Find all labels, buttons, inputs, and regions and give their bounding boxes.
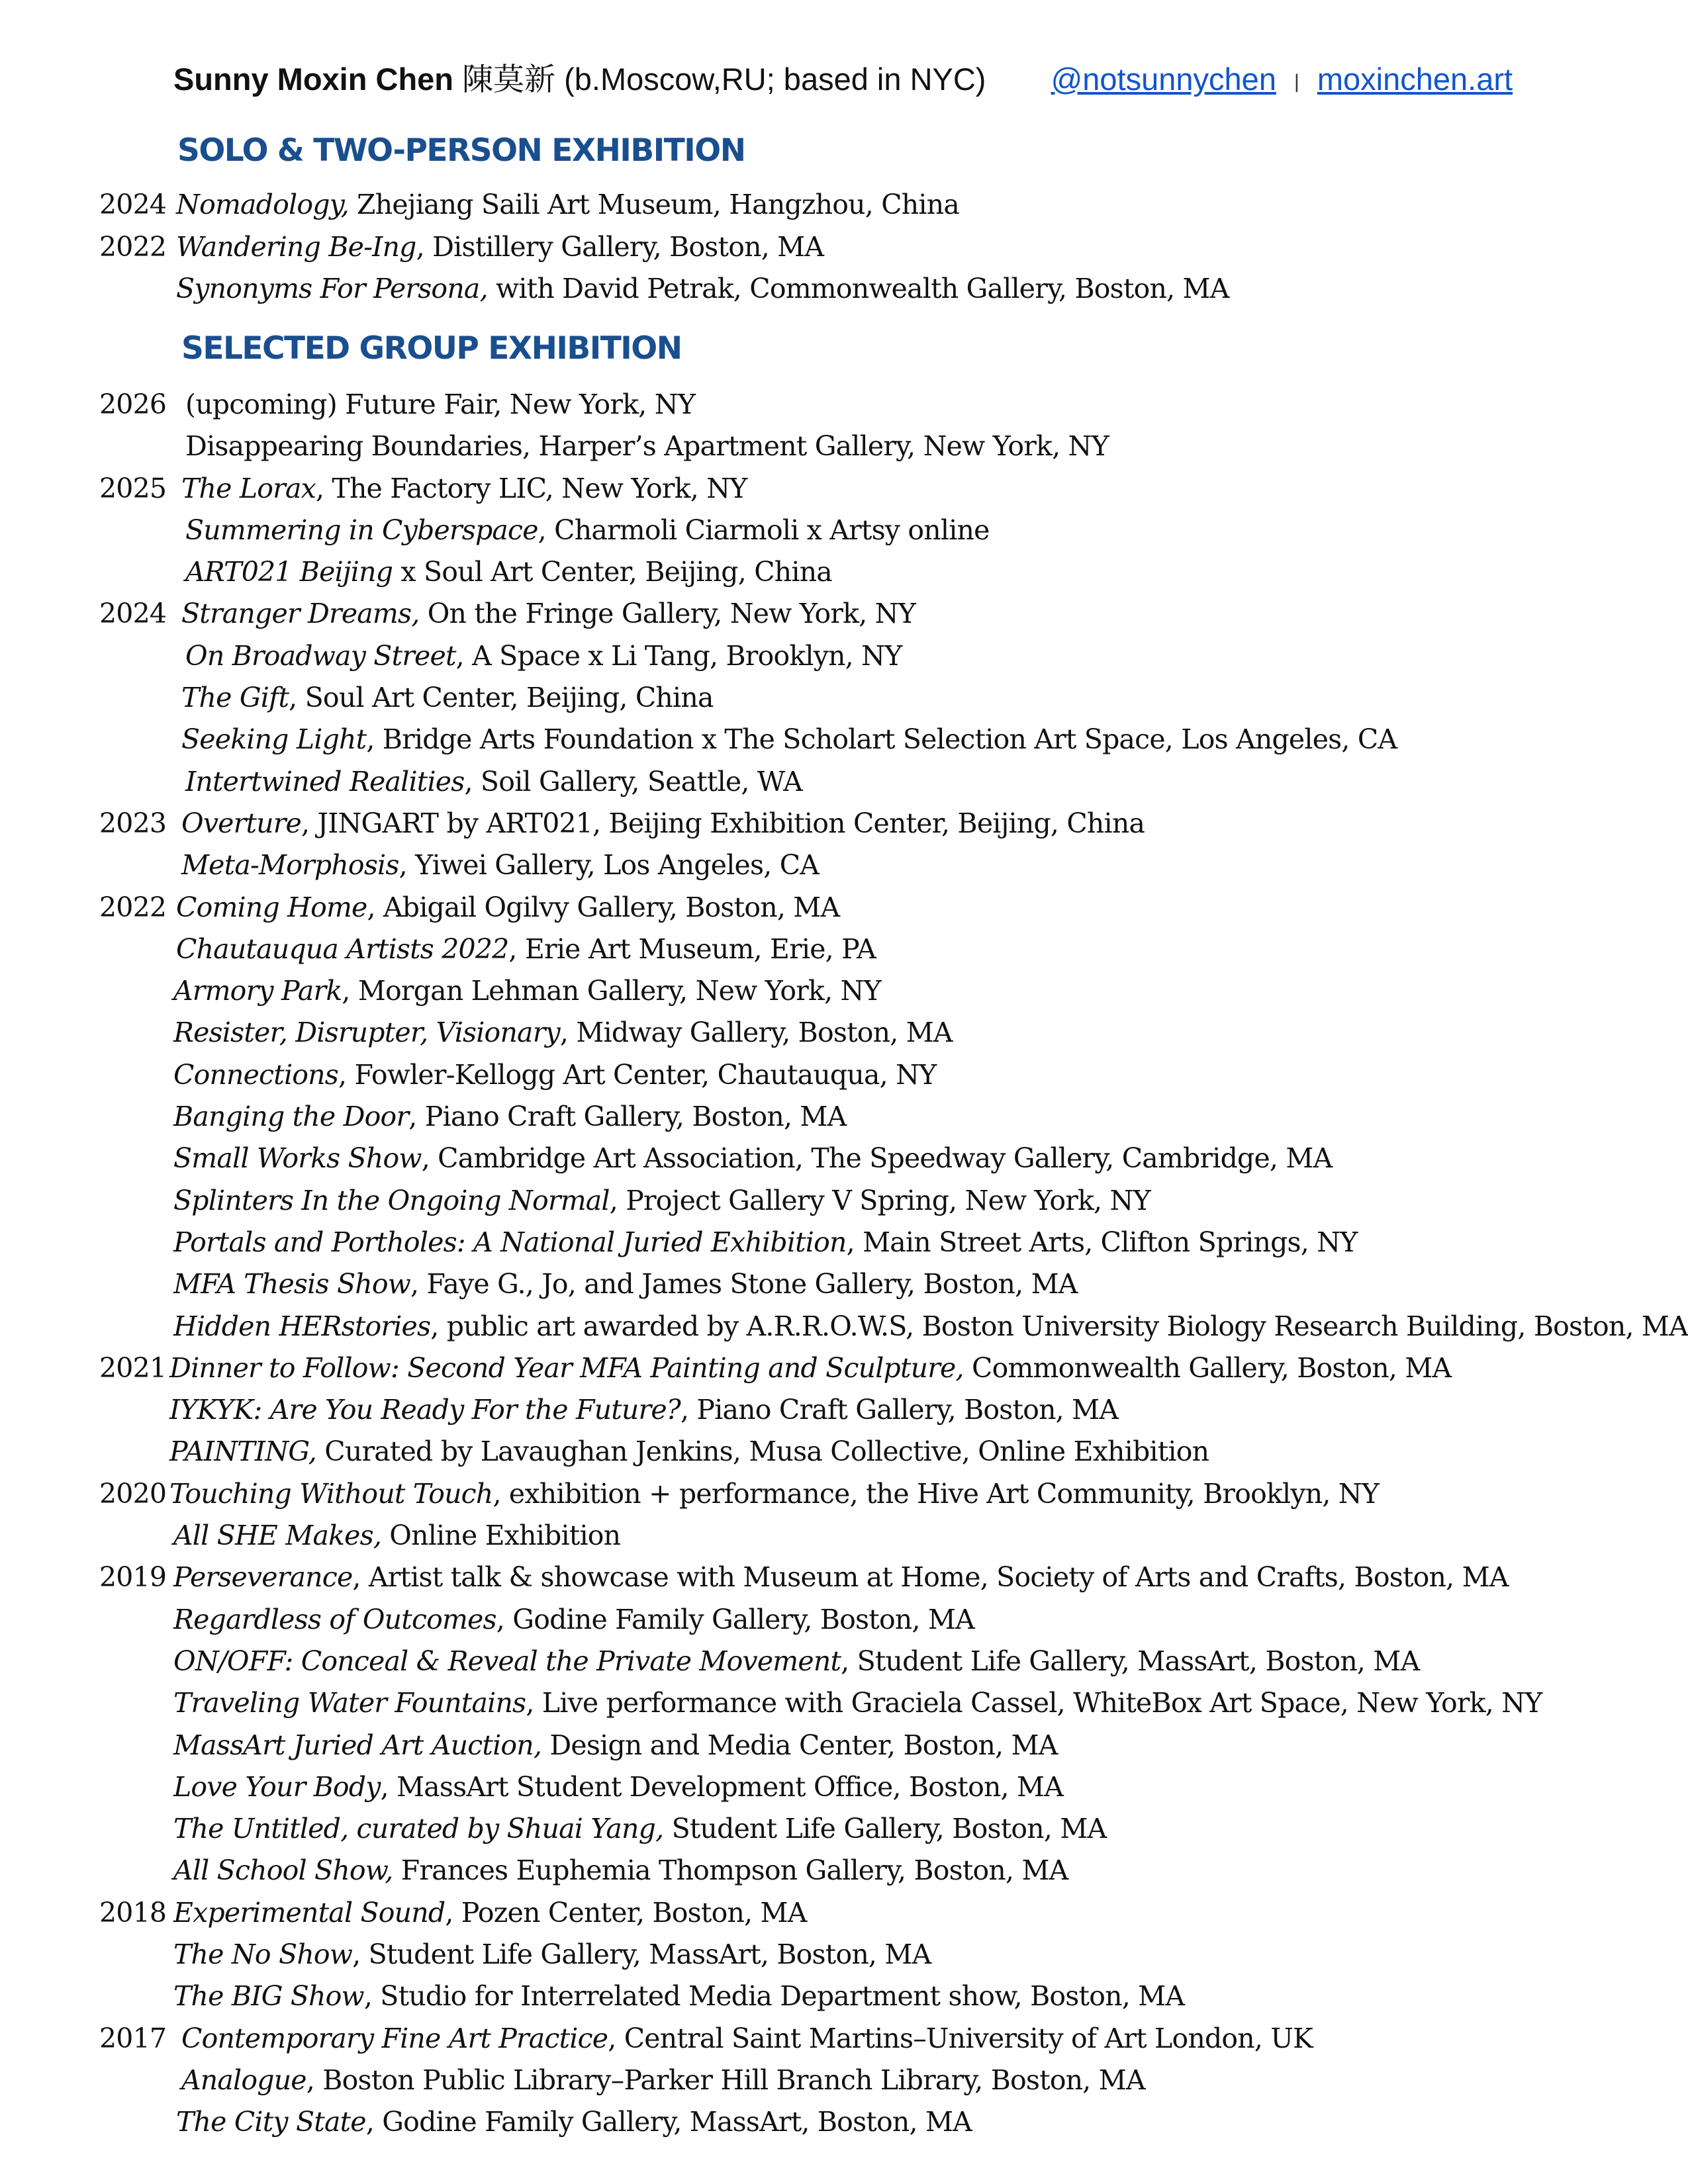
group-row bbox=[99, 1180, 1681, 1222]
year bbox=[99, 1599, 173, 1641]
group-row bbox=[99, 844, 1681, 886]
exhibition-title: On Broadway Street bbox=[185, 639, 456, 672]
exhibition-details: Commonwealth Gallery, Boston, MA bbox=[963, 1351, 1452, 1384]
website-link[interactable]: moxinchen.art bbox=[1317, 62, 1513, 97]
entry bbox=[181, 593, 915, 635]
entry bbox=[173, 1557, 1509, 1598]
exhibition-details: , Central Saint Martins–University of Art London, UK bbox=[608, 2022, 1313, 2054]
exhibition-details: Online Exhibition bbox=[381, 1520, 621, 1552]
exhibition-title: Contemporary Fine Art Practice bbox=[181, 2022, 608, 2054]
exhibition-details: , Erie Art Museum, Erie, PA bbox=[508, 933, 876, 965]
exhibition-title: MFA Thesis Show bbox=[173, 1268, 411, 1300]
entry bbox=[185, 510, 990, 551]
entry bbox=[181, 719, 1397, 760]
entry bbox=[176, 226, 823, 269]
exhibition-details: Zhejiang Saili Art Museum, Hangzhou, China bbox=[348, 189, 959, 220]
group-row bbox=[99, 1641, 1681, 1682]
exhibition-title: The No Show bbox=[173, 1938, 353, 1970]
group-row bbox=[99, 887, 1681, 929]
year: 2022 bbox=[99, 230, 167, 263]
group-row bbox=[99, 2060, 1681, 2101]
group-row bbox=[99, 1682, 1681, 1724]
exhibition-title: ART021 Beijing bbox=[185, 556, 393, 588]
group-row bbox=[99, 1054, 1681, 1096]
year: 2024 bbox=[99, 598, 167, 630]
year bbox=[99, 2060, 181, 2101]
group-section-heading: SELECTED GROUP EXHIBITION bbox=[181, 330, 682, 367]
group-row bbox=[99, 1306, 1688, 1347]
group-row bbox=[99, 677, 1681, 719]
group-exhibition-list bbox=[99, 384, 1688, 2143]
entry bbox=[181, 2060, 1145, 2101]
birth-note: (b.Moscow,RU; based in NYC) bbox=[564, 62, 986, 97]
exhibition-details: , public art awarded by A.R.R.O.W.S, Boston University Biology Research Building, Boston, MA bbox=[430, 1310, 1688, 1342]
exhibition-details: , Project Gallery V Spring, New York, NY bbox=[609, 1184, 1150, 1216]
year bbox=[99, 1306, 173, 1347]
group-row bbox=[99, 1850, 1681, 1891]
year bbox=[99, 1138, 173, 1179]
year bbox=[99, 1976, 173, 2017]
artist-name-cjk: 陳莫新 bbox=[462, 62, 556, 98]
year bbox=[99, 1431, 169, 1473]
exhibition-title: The Untitled, curated by Shuai Yang, bbox=[173, 1813, 664, 1845]
year bbox=[99, 761, 185, 803]
exhibition-title: Intertwined Realities bbox=[185, 765, 465, 797]
group-row bbox=[99, 1263, 1681, 1305]
group-row bbox=[99, 426, 1681, 467]
exhibition-details: , Main Street Arts, Clifton Springs, NY bbox=[846, 1226, 1358, 1258]
entry bbox=[169, 1473, 1379, 1515]
year bbox=[99, 1389, 169, 1431]
group-row bbox=[99, 2101, 1681, 2143]
entry bbox=[173, 1892, 807, 1934]
exhibition-title: Regardless of Outcomes bbox=[173, 1603, 496, 1635]
exhibition-title: Touching Without Touch bbox=[169, 1477, 493, 1510]
group-row bbox=[99, 1808, 1681, 1850]
exhibition-details: , Bridge Arts Foundation x The Scholart Selection Art Space, Los Angeles, CA bbox=[366, 723, 1397, 756]
group-row bbox=[99, 1389, 1681, 1431]
year: 2020 bbox=[99, 1477, 167, 1510]
exhibition-title: Portals and Portholes: A National Juried Exhibition bbox=[173, 1226, 847, 1258]
entry bbox=[173, 1306, 1688, 1347]
exhibition-title: The City State bbox=[176, 2106, 366, 2138]
year bbox=[99, 929, 176, 970]
entry bbox=[181, 468, 747, 510]
exhibition-title: Analogue bbox=[181, 2064, 306, 2096]
group-row bbox=[99, 468, 1681, 510]
entry bbox=[173, 1976, 1184, 2017]
entry bbox=[173, 970, 881, 1012]
solo-row-2024 bbox=[99, 184, 1681, 226]
year bbox=[99, 1934, 173, 1976]
year bbox=[99, 635, 185, 677]
entry bbox=[173, 1682, 1542, 1724]
exhibition-details: with David Petrak, Commonwealth Gallery, Boston, MA bbox=[487, 273, 1229, 304]
year: 2026 bbox=[99, 388, 167, 420]
entry bbox=[169, 1389, 1118, 1431]
group-row bbox=[99, 929, 1681, 970]
group-row bbox=[99, 2018, 1681, 2060]
exhibition-title: Meta-Morphosis bbox=[181, 849, 399, 882]
year bbox=[99, 1682, 173, 1724]
entry bbox=[181, 844, 819, 886]
exhibition-title: Seeking Light bbox=[181, 723, 367, 756]
exhibition-details: , Piano Craft Gallery, Boston, MA bbox=[408, 1101, 847, 1133]
group-row bbox=[99, 1976, 1681, 2017]
group-row bbox=[99, 1599, 1681, 1641]
exhibition-title: Stranger Dreams, bbox=[181, 598, 420, 630]
year bbox=[99, 1222, 173, 1263]
solo-row bbox=[99, 268, 1681, 310]
exhibition-details: , A Space x Li Tang, Brooklyn, NY bbox=[455, 639, 902, 672]
entry bbox=[173, 1766, 1063, 1808]
year: 2019 bbox=[99, 1561, 167, 1594]
entry bbox=[173, 1725, 1058, 1766]
group-row bbox=[99, 1222, 1681, 1263]
exhibition-title: All SHE Makes, bbox=[173, 1520, 382, 1552]
year bbox=[99, 970, 173, 1012]
exhibition-details: , The Factory LIC, New York, NY bbox=[315, 472, 747, 504]
entry bbox=[173, 1599, 974, 1641]
year bbox=[99, 510, 185, 551]
exhibition-details: , Charmoli Ciarmoli x Artsy online bbox=[538, 514, 990, 546]
entry bbox=[176, 2101, 972, 2143]
exhibition-details: , Godine Family Gallery, MassArt, Boston, MA bbox=[365, 2106, 972, 2138]
exhibition-details: (upcoming) Future Fair, New York, NY bbox=[185, 388, 696, 420]
exhibition-title: Resister, Disrupter, Visionary bbox=[173, 1017, 560, 1049]
exhibition-details: , Piano Craft Gallery, Boston, MA bbox=[680, 1394, 1119, 1426]
year: 2024 bbox=[99, 189, 167, 220]
entry bbox=[176, 184, 959, 226]
exhibition-details: , Artist talk & showcase with Museum at Home, Society of Arts and Crafts, Boston, MA bbox=[352, 1561, 1509, 1594]
exhibition-title: PAINTING, bbox=[169, 1435, 317, 1468]
entry bbox=[173, 1850, 1068, 1891]
exhibition-details: , Godine Family Gallery, Boston, MA bbox=[496, 1603, 974, 1635]
exhibition-title: Connections bbox=[173, 1058, 339, 1091]
entry bbox=[185, 761, 802, 803]
year: 2022 bbox=[99, 891, 167, 923]
entry bbox=[173, 1515, 620, 1557]
link-separator: | bbox=[1294, 70, 1299, 93]
exhibition-details: Design and Media Center, Boston, MA bbox=[541, 1729, 1058, 1761]
group-row bbox=[99, 1557, 1681, 1598]
entry bbox=[169, 1347, 1451, 1389]
year bbox=[99, 1766, 173, 1808]
header-line bbox=[173, 52, 1513, 110]
exhibition-details: Student Life Gallery, Boston, MA bbox=[663, 1813, 1107, 1845]
group-row bbox=[99, 1515, 1681, 1557]
exhibition-details: , MassArt Student Development Office, Boston, MA bbox=[380, 1770, 1064, 1803]
group-row bbox=[99, 1138, 1681, 1179]
exhibition-title: Hidden HERstories bbox=[173, 1310, 431, 1342]
exhibition-details: , Fowler-Kellogg Art Center, Chautauqua, NY bbox=[338, 1058, 937, 1091]
exhibition-details: , Yiwei Gallery, Los Angeles, CA bbox=[399, 849, 820, 882]
entry bbox=[176, 268, 1229, 310]
entry bbox=[173, 1054, 936, 1096]
exhibition-title: Traveling Water Fountains bbox=[173, 1687, 526, 1719]
group-row bbox=[99, 1934, 1681, 1976]
entry bbox=[173, 1263, 1078, 1305]
entry bbox=[176, 929, 876, 970]
instagram-link[interactable]: @notsunnychen bbox=[1051, 62, 1276, 97]
exhibition-title: Wandering Be-Ing bbox=[176, 230, 416, 263]
exhibition-details: Curated by Lavaughan Jenkins, Musa Collective, Online Exhibition bbox=[316, 1435, 1209, 1468]
group-row bbox=[99, 551, 1681, 593]
year: 2023 bbox=[99, 807, 167, 839]
year bbox=[99, 1850, 173, 1891]
exhibition-title: Banging the Door bbox=[173, 1101, 409, 1133]
year: 2018 bbox=[99, 1896, 167, 1929]
entry bbox=[173, 1641, 1419, 1682]
exhibition-details: , Midway Gallery, Boston, MA bbox=[559, 1017, 953, 1049]
year: 2017 bbox=[99, 2022, 167, 2054]
year bbox=[99, 1515, 173, 1557]
group-row bbox=[99, 593, 1681, 635]
entry bbox=[185, 551, 832, 593]
year bbox=[99, 719, 181, 760]
exhibition-details: , exhibition + performance, the Hive Art Community, Brooklyn, NY bbox=[492, 1477, 1380, 1510]
year bbox=[99, 551, 185, 593]
entry bbox=[181, 677, 714, 719]
group-row bbox=[99, 1473, 1681, 1515]
exhibition-title: Dinner to Follow: Second Year MFA Painting and Sculpture, bbox=[169, 1351, 964, 1384]
exhibition-details: Disappearing Boundaries, Harper’s Apartment Gallery, New York, NY bbox=[185, 430, 1109, 463]
exhibition-title: Coming Home bbox=[176, 891, 367, 923]
exhibition-details: , Pozen Center, Boston, MA bbox=[445, 1896, 807, 1929]
year bbox=[99, 1054, 173, 1096]
year: 2021 bbox=[99, 1351, 167, 1384]
year bbox=[99, 2101, 176, 2143]
group-row bbox=[99, 384, 1681, 426]
exhibition-details: , Studio for Interrelated Media Department show, Boston, MA bbox=[363, 1980, 1185, 2013]
exhibition-title: Chautauqua Artists 2022 bbox=[176, 933, 509, 965]
entry bbox=[173, 1222, 1358, 1263]
solo-exhibition-list bbox=[99, 184, 1681, 310]
entry bbox=[173, 1180, 1150, 1222]
exhibition-details: x Soul Art Center, Beijing, China bbox=[393, 556, 832, 588]
exhibition-title: Small Works Show bbox=[173, 1142, 422, 1175]
year bbox=[99, 1180, 173, 1222]
exhibition-title: Splinters In the Ongoing Normal bbox=[173, 1184, 610, 1216]
exhibition-title: Synonyms For Persona, bbox=[176, 273, 488, 304]
exhibition-title: Summering in Cyberspace bbox=[185, 514, 538, 546]
group-row bbox=[99, 761, 1681, 803]
year bbox=[99, 268, 176, 310]
year bbox=[99, 844, 181, 886]
exhibition-title: Experimental Sound bbox=[173, 1896, 445, 1929]
group-row bbox=[99, 970, 1681, 1012]
group-row bbox=[99, 1347, 1681, 1389]
artist-name: Sunny Moxin Chen bbox=[173, 62, 453, 97]
year bbox=[99, 1263, 173, 1305]
entry bbox=[173, 1012, 953, 1054]
entry bbox=[169, 1431, 1209, 1473]
entry bbox=[181, 803, 1145, 844]
exhibition-details: Frances Euphemia Thompson Gallery, Boston, MA bbox=[393, 1854, 1068, 1887]
exhibition-title: Armory Park bbox=[173, 975, 342, 1007]
entry bbox=[181, 2018, 1313, 2060]
exhibition-details: , Student Life Gallery, MassArt, Boston, MA bbox=[841, 1645, 1420, 1677]
exhibition-title: MassArt Juried Art Auction, bbox=[173, 1729, 542, 1761]
entry bbox=[185, 426, 1109, 467]
entry bbox=[173, 1138, 1332, 1179]
exhibition-details: , Soil Gallery, Seattle, WA bbox=[464, 765, 802, 797]
year bbox=[99, 1725, 173, 1766]
exhibition-title: Perseverance bbox=[173, 1561, 353, 1594]
entry bbox=[185, 635, 902, 677]
exhibition-title: ON/OFF: Conceal & Reveal the Private Movement bbox=[173, 1645, 841, 1677]
exhibition-details: , Soul Art Center, Beijing, China bbox=[289, 682, 714, 714]
exhibition-title: The BIG Show bbox=[173, 1980, 364, 2013]
year bbox=[99, 1808, 173, 1850]
entry bbox=[173, 1096, 846, 1138]
entry bbox=[176, 887, 839, 929]
exhibition-title: Overture bbox=[181, 807, 301, 839]
group-row bbox=[99, 719, 1681, 760]
exhibition-title: Love Your Body bbox=[173, 1770, 381, 1803]
year bbox=[99, 426, 185, 467]
group-row bbox=[99, 1766, 1681, 1808]
exhibition-details: , Live performance with Graciela Cassel, WhiteBox Art Space, New York, NY bbox=[526, 1687, 1542, 1719]
year bbox=[99, 677, 181, 719]
exhibition-details: , Morgan Lehman Gallery, New York, NY bbox=[342, 975, 881, 1007]
entry bbox=[173, 1808, 1106, 1850]
group-row bbox=[99, 1725, 1681, 1766]
group-row bbox=[99, 635, 1681, 677]
exhibition-title: The Lorax bbox=[181, 472, 316, 504]
solo-row-2022 bbox=[99, 226, 1681, 269]
entry bbox=[173, 1934, 931, 1976]
exhibition-title: All School Show, bbox=[173, 1854, 393, 1887]
exhibition-details: , Cambridge Art Association, The Speedway Gallery, Cambridge, MA bbox=[421, 1142, 1333, 1175]
solo-section-heading: SOLO & TWO-PERSON EXHIBITION bbox=[177, 132, 745, 169]
exhibition-details: On the Fringe Gallery, New York, NY bbox=[419, 598, 916, 630]
group-row bbox=[99, 1096, 1681, 1138]
group-row bbox=[99, 1892, 1681, 1934]
exhibition-details: , Boston Public Library–Parker Hill Branch Library, Boston, MA bbox=[306, 2064, 1145, 2096]
exhibition-title: IYKYK: Are You Ready For the Future? bbox=[169, 1394, 680, 1426]
exhibition-title: The Gift bbox=[181, 682, 289, 714]
year: 2025 bbox=[99, 472, 167, 504]
group-row bbox=[99, 510, 1681, 551]
year bbox=[99, 1012, 173, 1054]
year bbox=[99, 1096, 173, 1138]
exhibition-details: , Faye G., Jo, and James Stone Gallery, Boston, MA bbox=[410, 1268, 1078, 1300]
exhibition-details: , Abigail Ogilvy Gallery, Boston, MA bbox=[367, 891, 840, 923]
group-row bbox=[99, 803, 1681, 844]
entry bbox=[185, 384, 695, 426]
exhibition-details: , Distillery Gallery, Boston, MA bbox=[416, 230, 824, 263]
group-row bbox=[99, 1431, 1681, 1473]
exhibition-title: Nomadology, bbox=[176, 189, 349, 220]
exhibition-details: , Student Life Gallery, MassArt, Boston, MA bbox=[352, 1938, 931, 1970]
exhibition-details: , JINGART by ART021, Beijing Exhibition Center, Beijing, China bbox=[301, 807, 1145, 839]
year bbox=[99, 1641, 173, 1682]
group-row bbox=[99, 1012, 1681, 1054]
